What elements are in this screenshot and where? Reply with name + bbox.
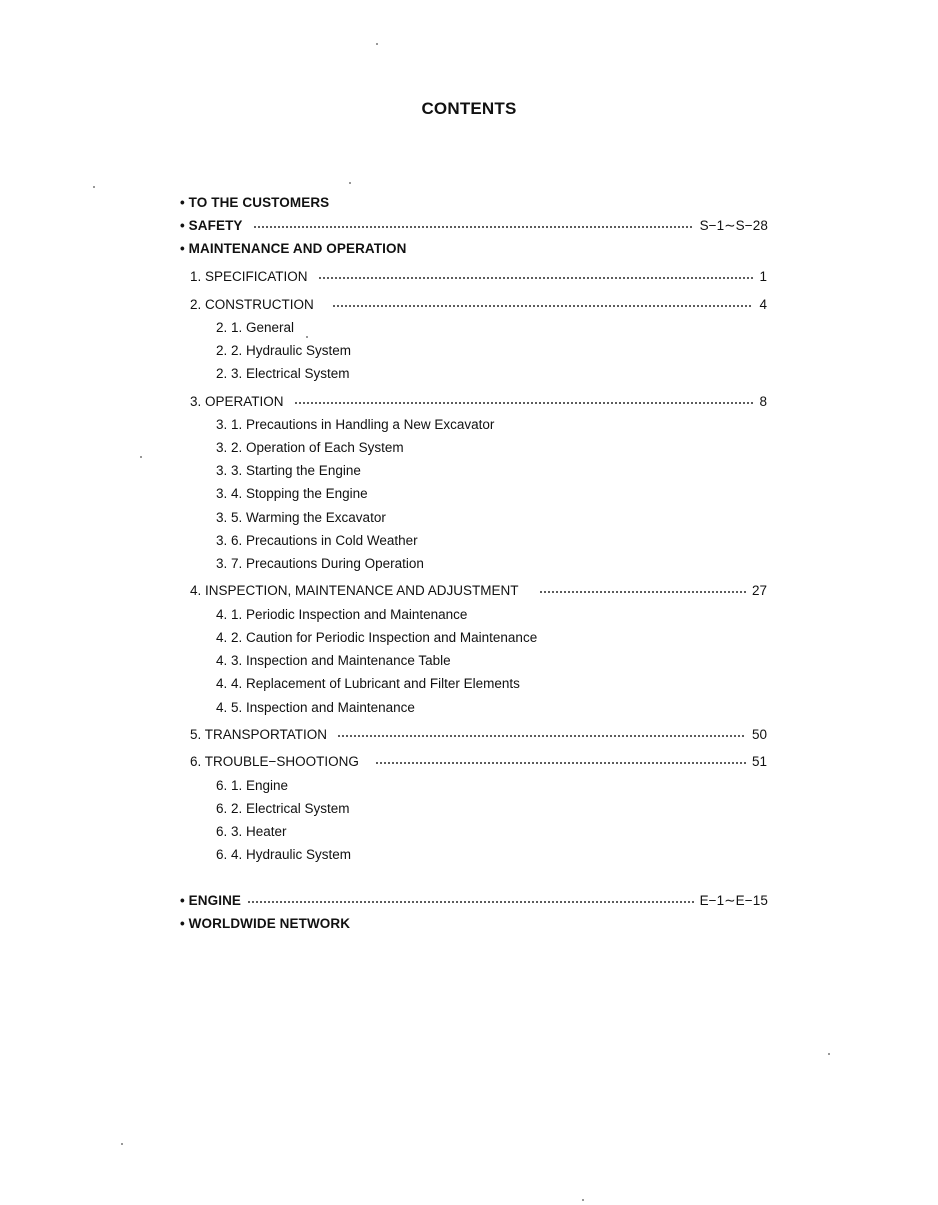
toc-entry-label: • TO THE CUSTOMERS [180,195,330,210]
toc-entry-label: 5. TRANSPORTATION [190,727,328,742]
toc-entry-label: 4. 2. Caution for Periodic Inspection and Maintenance [216,630,538,645]
toc-entry-transportation [190,725,767,745]
toc-subentry-heater [216,822,287,842]
toc-entry-label: 3. 5. Warming the Excavator [216,510,386,525]
toc-entry-label: • SAFETY [180,218,243,233]
scan-speck [93,186,95,188]
toc-subentry-inspection-and-maintenance [216,698,415,718]
toc-subentry-electrical-system-2 [216,799,350,819]
toc-page-number: 1 [759,269,767,284]
toc-entry-label: • ENGINE [180,893,242,908]
scan-speck [828,1053,830,1055]
toc-entry-label: 6. 2. Electrical System [216,801,350,816]
toc-subentry-cold-weather [216,531,418,551]
toc-entry-label: 4. 5. Inspection and Maintenance [216,700,415,715]
toc-subentry-operation-each-system [216,438,404,458]
toc-page-number: 8 [759,394,767,409]
scan-speck [121,1143,123,1145]
toc-subentry-electrical-system [216,364,350,384]
toc-entry-inspection-maintenance-adjustment [190,581,767,601]
toc-entry-to-the-customers [180,193,329,213]
toc-entry-operation [190,392,767,412]
scan-speck [349,182,351,184]
dot-leader [253,226,694,228]
toc-entry-label: 3. 4. Stopping the Engine [216,486,368,501]
toc-entry-trouble-shooting [190,752,767,772]
toc-page-number: 51 [751,754,767,769]
toc-subentry-lubricant-filter [216,674,520,694]
toc-subentry-warming-excavator [216,508,386,528]
toc-entry-label: 3. OPERATION [190,394,284,409]
toc-subentry-caution-periodic-inspection [216,628,537,648]
toc-entry-label: • MAINTENANCE AND OPERATION [180,241,407,256]
dot-leader [539,591,746,593]
toc-subentry-hydraulic-system [216,341,351,361]
toc-subentry-starting-engine [216,461,361,481]
toc-entry-label: 6. 3. Heater [216,824,287,839]
toc-page-number: 4 [759,297,767,312]
dot-leader [337,735,746,737]
toc-entry-label: • WORLDWIDE NETWORK [180,916,351,931]
toc-entry-construction [190,295,767,315]
toc-entry-worldwide-network [180,914,350,934]
toc-subentry-engine [216,776,288,796]
toc-entry-label: 2. CONSTRUCTION [190,297,314,312]
toc-entry-label: 6. 4. Hydraulic System [216,847,352,862]
toc-page-number: S−1∼S−28 [699,218,768,233]
toc-entry-label: 3. 3. Starting the Engine [216,463,361,478]
toc-entry-maintenance-and-operation [180,239,406,259]
toc-entry-label: 4. 3. Inspection and Maintenance Table [216,653,451,668]
toc-entry-label: 3. 6. Precautions in Cold Weather [216,533,418,548]
dot-leader [332,305,754,307]
toc-subentry-hydraulic-system-2 [216,845,351,865]
toc-entry-label: 3. 2. Operation of Each System [216,440,404,455]
toc-entry-label: 4. 1. Periodic Inspection and Maintenance [216,607,468,622]
toc-entry-label: 3. 1. Precautions in Handling a New Excavator [216,417,495,432]
toc-entry-label: 2. 2. Hydraulic System [216,343,352,358]
toc-subentry-periodic-inspection [216,605,467,625]
toc-entry-label: 4. 4. Replacement of Lubricant and Filter Elements [216,676,520,691]
toc-subentry-precautions-during-operation [216,554,424,574]
toc-subentry-inspection-table [216,651,451,671]
dot-leader [375,762,746,764]
toc-entry-label: 6. 1. Engine [216,778,289,793]
toc-entry-engine [180,891,768,911]
toc-subentry-general [216,318,294,338]
scan-speck [306,336,308,338]
toc-entry-safety [180,216,768,236]
toc-entry-label: 4. INSPECTION, MAINTENANCE AND ADJUSTMENT [190,583,519,598]
scan-speck [140,456,142,458]
toc-subentry-precautions-new-excavator [216,415,494,435]
toc-subentry-stopping-engine [216,484,368,504]
toc-entry-label: 3. 7. Precautions During Operation [216,556,424,571]
toc-entry-label: 1. SPECIFICATION [190,269,308,284]
page-title: CONTENTS [421,99,517,118]
dot-leader [318,277,754,279]
toc-entry-label: 2. 3. Electrical System [216,366,350,381]
dot-leader [294,402,754,404]
toc-entry-specification [190,267,767,287]
toc-entry-label: 6. TROUBLE−SHOOTIONG [190,754,359,769]
dot-leader [247,901,694,903]
toc-page-number: E−1∼E−15 [699,893,768,908]
toc-page-number: 50 [751,727,767,742]
toc-entry-label: 2. 1. General [216,320,295,335]
scan-speck [376,43,378,45]
toc-page-number: 27 [751,583,767,598]
scan-speck [582,1199,584,1201]
